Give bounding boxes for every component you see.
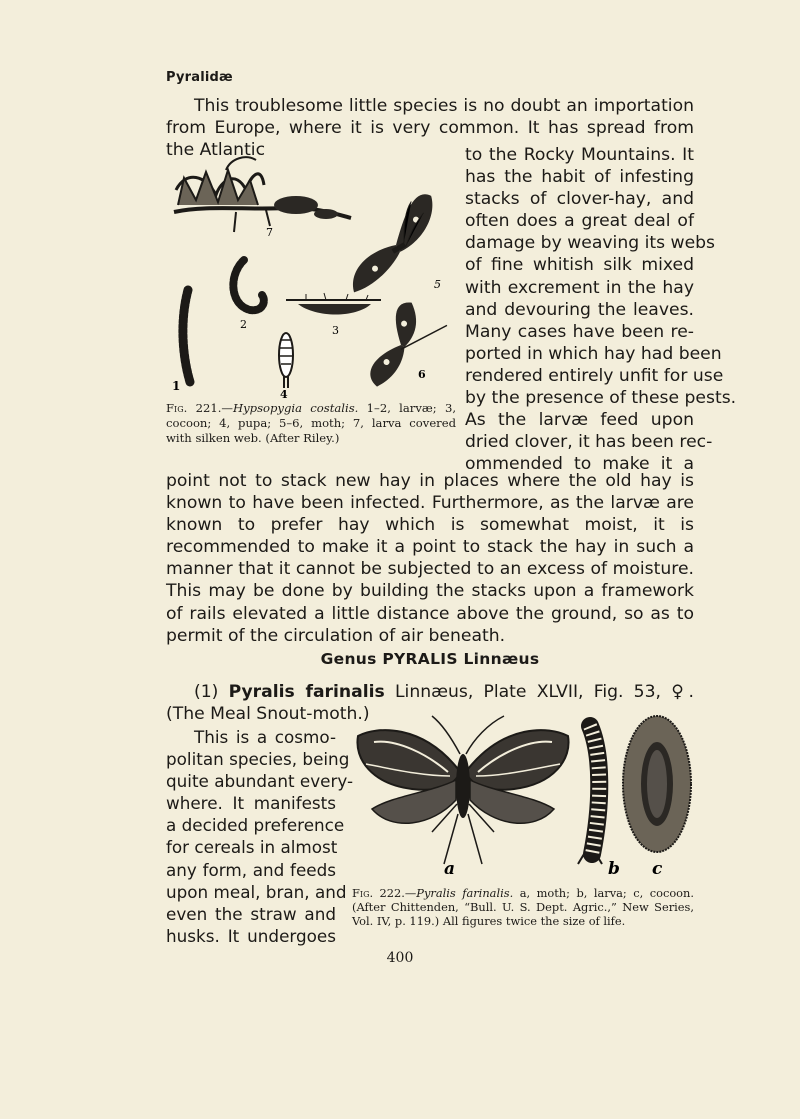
column-line: for cereals in almost [166, 837, 338, 858]
species-description-column [166, 726, 354, 947]
figure-222-illustration [352, 714, 694, 884]
fig221-caption-species: Hypsopygia costalis. [232, 401, 359, 415]
column-line: of fine whitish silk mixed [465, 255, 694, 276]
fig221-larva-web-branch [174, 157, 351, 232]
fig222-label-a: a [444, 859, 456, 879]
fig222-caption-species: Pyralis farinalis. [416, 886, 514, 900]
column-line: politan species, being [166, 749, 350, 770]
fig222-label-b: b [608, 859, 620, 879]
top-paragraph-continuation: point not to stack new hay in places where the old hay is known to have been infected. Furthermore, as the larvæ are known to prefer hay which is somewhat moist, it is recommended to make it a point to stack the hay in such a manner that it cannot be subjected to an excess of moisture. This may be done by building the stacks upon a framework of rails elevated a little distance above the ground, so as to permit of the circulation of air beneath. [166, 471, 694, 646]
species-number: (1) [194, 682, 219, 702]
fig221-label-4: 4 [280, 388, 288, 400]
column-line: a decided preference [166, 815, 345, 836]
column-line: quite abundant every- [166, 771, 354, 792]
column-line: dried clover, it has been rec- [465, 432, 713, 453]
column-line: rendered entirely unfit for use [465, 365, 724, 386]
fig221-cocoon [286, 293, 381, 315]
column-line: with excrement in the hay [465, 277, 694, 298]
top-paragraph-lead: This troublesome little species is no doubt an importation from Europe, where it is very common. It has spread from the Atlantic [166, 96, 694, 161]
column-line: any form, and feeds [166, 859, 336, 880]
genus-heading: Genus PYRALIS Linnæus [320, 650, 540, 668]
column-line: This is a cosmo- [194, 727, 336, 747]
column-line: often does a great deal of [465, 211, 694, 232]
column-line: As the larvæ feed upon [465, 410, 694, 431]
fig222-label-c: c [652, 859, 663, 879]
fig221-label-2: 2 [240, 318, 247, 331]
fig221-pupa [279, 333, 293, 388]
species-name: Pyralis farinalis [228, 682, 385, 702]
fig221-caption-text: 1–2, larvæ; 3, cocoon; 4, pupa; 5–6, moth; 7, larva covered with silken web. (After Riley.) [166, 401, 457, 445]
column-line: even the straw and [166, 903, 336, 924]
fig222-caption-number: Fig. 222. [352, 886, 405, 900]
column-line: by the presence of these pests. [465, 388, 737, 409]
fig222-caption-text: a, moth; b, larva; c, cocoon. (After Chittenden, “Bull. U. S. Dept. Agric.,” New Series, Vol. IV, p. 119.) All figures twice the size of life. [352, 886, 694, 928]
fig221-label-3: 3 [332, 324, 339, 337]
column-line: upon meal, bran, and [166, 881, 347, 902]
column-line: damage by weaving its webs [465, 233, 716, 254]
column-line: ported in which hay had been [465, 343, 722, 364]
fig221-larva-1 [183, 290, 190, 382]
figure-222-caption: Fig. 222.—Pyralis farinalis. a, moth; b, larva; c, cocoon. (After Chittenden, “Bull. U. S. Dept. Agric.,” New Series, Vol. IV, p. 119.) All figures twice the size of life. [352, 886, 694, 928]
column-line: has the habit of infesting [465, 167, 694, 188]
fig221-label-7: 7 [266, 226, 273, 239]
fig221-label-1: 1 [172, 379, 181, 393]
figure-221-caption: Fig. 221.—Hypsopygia costalis. 1–2, larvæ; 3, cocoon; 4, pupa; 5–6, moth; 7, larva covered with silken web. (After Riley.) [166, 401, 457, 445]
running-head: Pyralidæ [166, 70, 233, 85]
column-line: ommended to make it a [465, 454, 694, 475]
figure-221-illustration [166, 150, 456, 400]
fig222-larva [578, 726, 602, 864]
fig221-caption-number: Fig. 221. [166, 401, 222, 415]
column-line: husks. It undergoes [166, 925, 336, 946]
fig221-larva-2 [233, 260, 263, 310]
fig221-label-5: 5 [434, 278, 441, 291]
fig222-cocoon [623, 716, 691, 852]
column-line: and devouring the leaves. [465, 299, 694, 320]
fig222-moth [357, 716, 568, 864]
fig221-moth-6 [359, 298, 448, 400]
column-line: where. It manifests [166, 793, 336, 814]
page-number: 400 [386, 950, 414, 966]
column-line: to the Rocky Mountains. It [465, 145, 694, 165]
column-line: Many cases have been re- [465, 321, 694, 342]
fig221-label-6: 6 [418, 368, 426, 381]
column-line: stacks of clover-hay, and [465, 189, 694, 210]
species-authority: Linnæus, Plate XLVII, Fig. 53, ♀. (The Meal Snout-moth.) [166, 682, 694, 725]
top-paragraph-column [465, 144, 737, 475]
